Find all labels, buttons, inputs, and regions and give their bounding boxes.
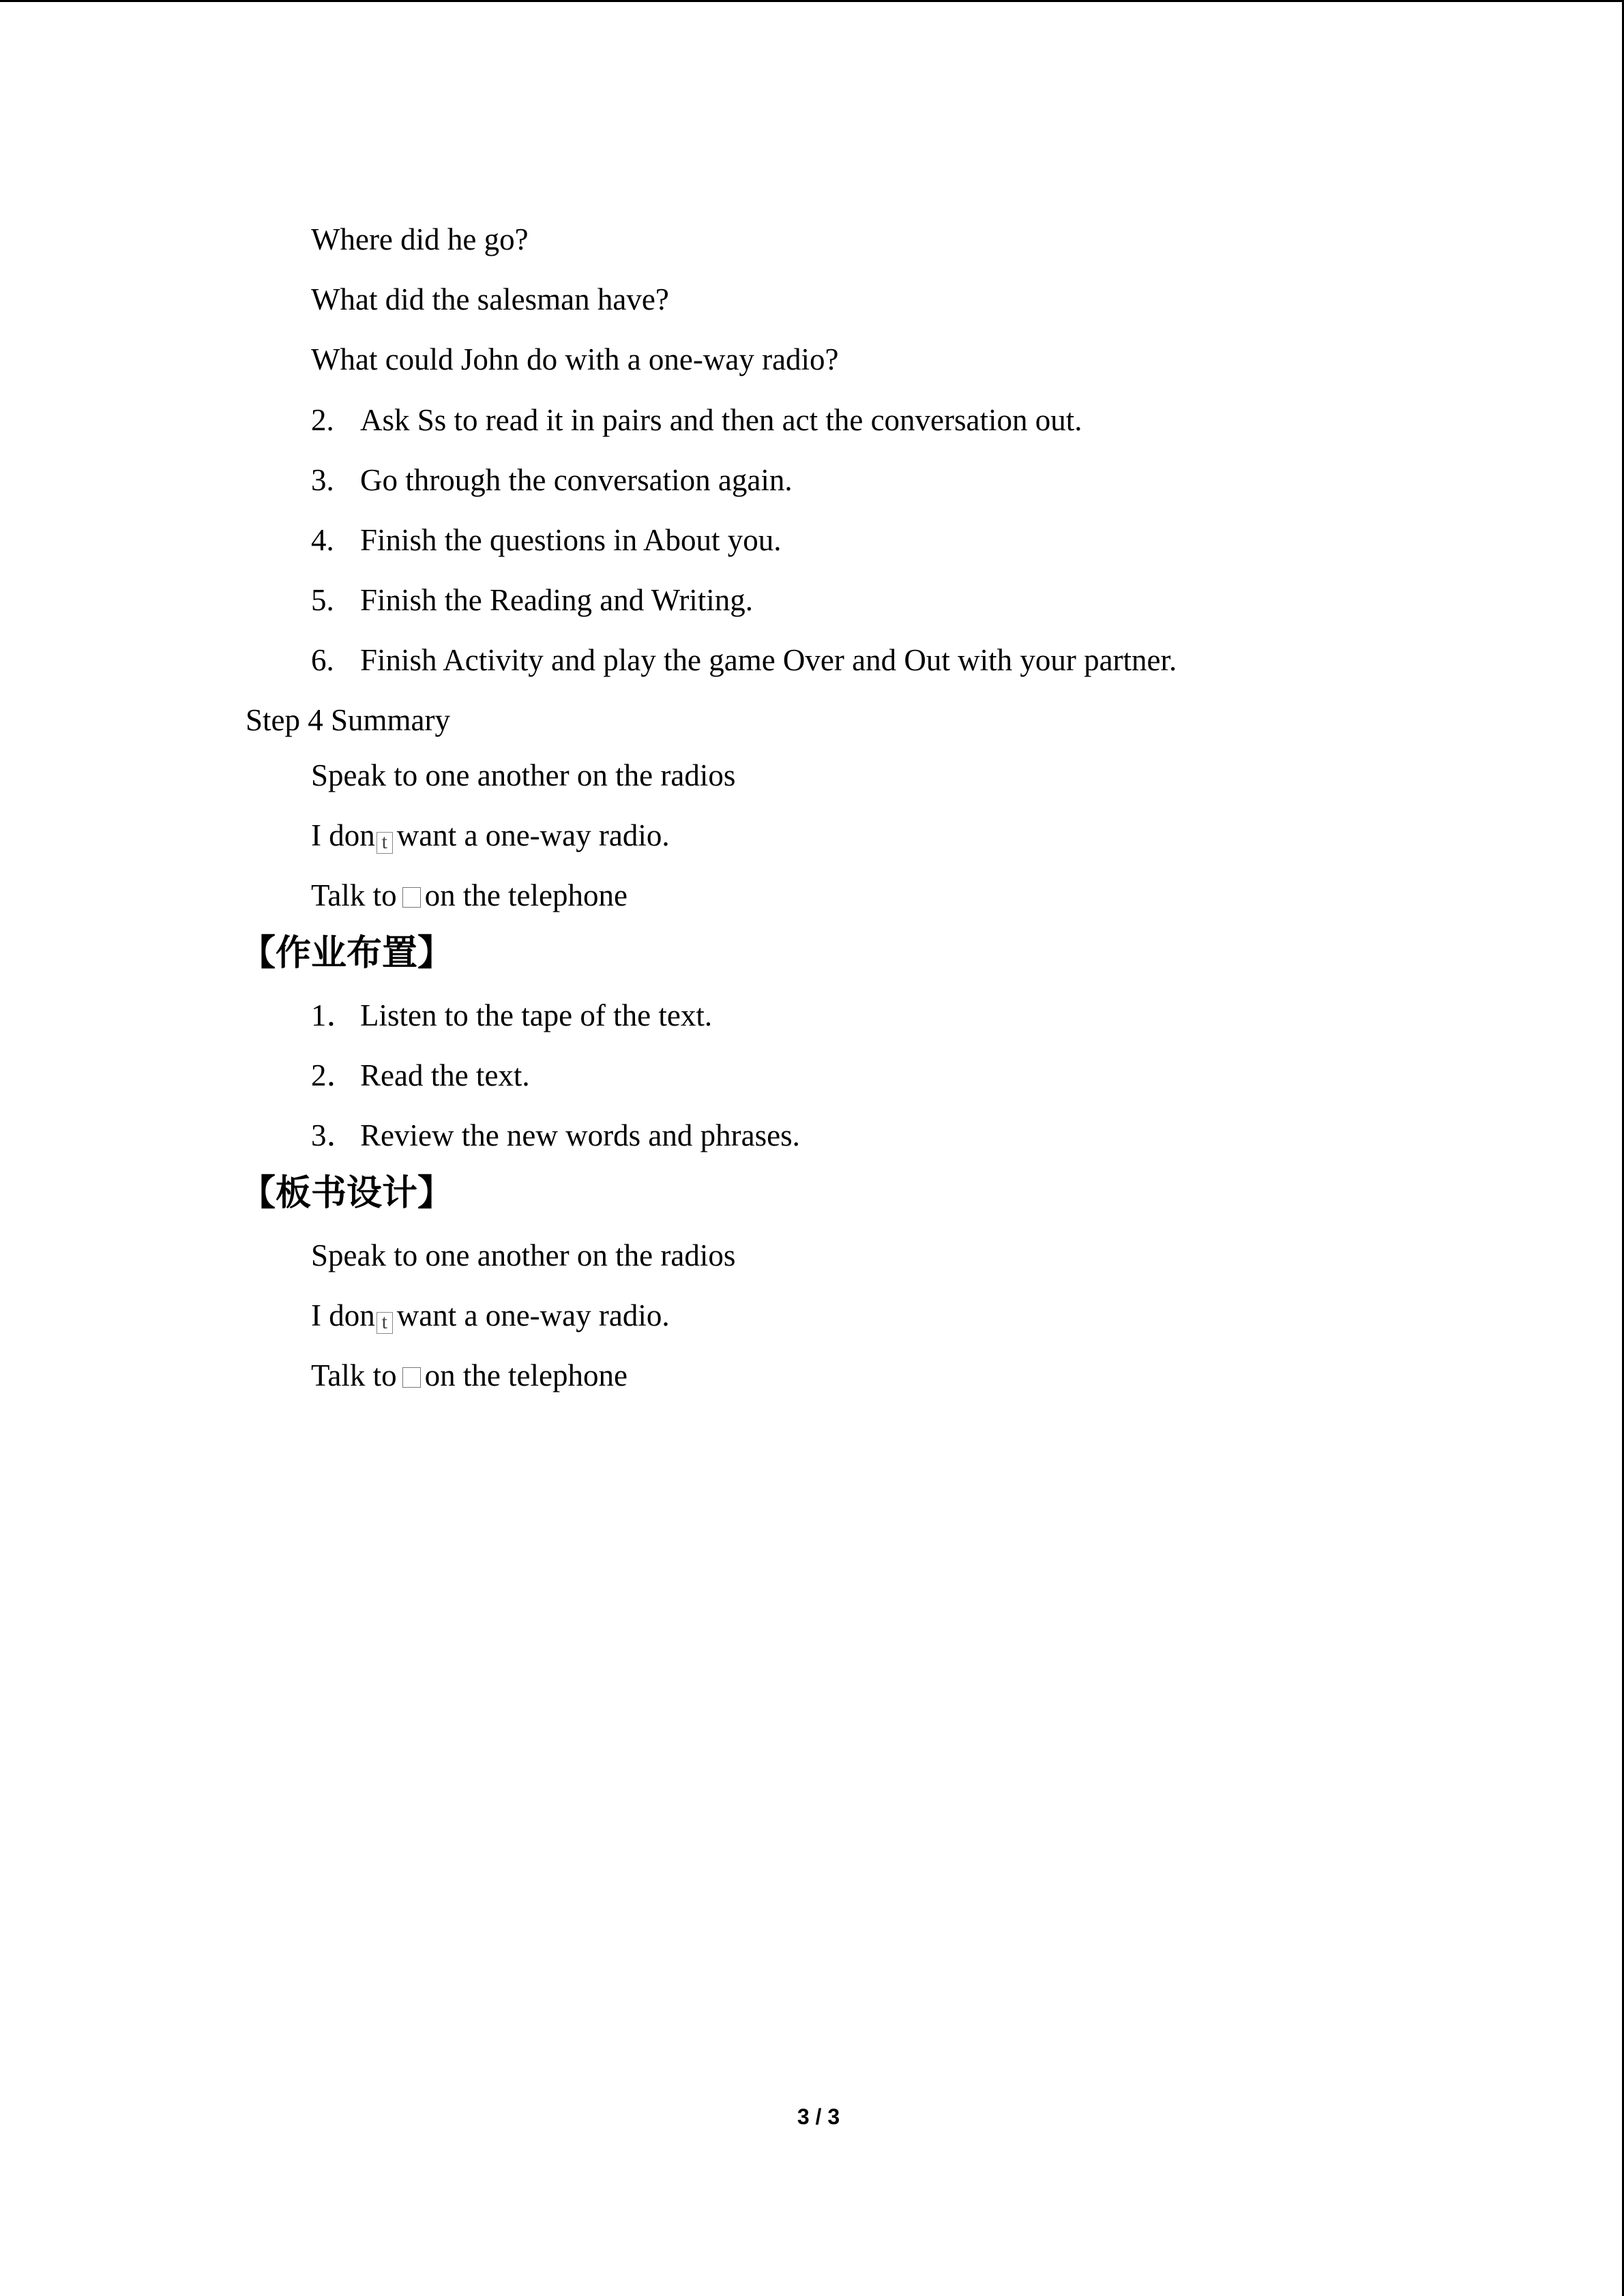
homework-item <box>311 1056 530 1094</box>
list-number: 3. <box>311 463 334 497</box>
question-line: What did the salesman have? <box>311 282 669 316</box>
board-line <box>311 1296 670 1335</box>
list-number: 2. <box>311 403 334 437</box>
text-fragment: on the telephone <box>424 878 628 912</box>
summary-line: Speak to one another on the radios <box>311 758 736 792</box>
summary-line <box>311 876 628 914</box>
list-number: 6. <box>311 643 334 677</box>
list-text: Ask Ss to read it in pairs and then act the conversation out. <box>360 403 1082 437</box>
list-text: Finish Activity and play the game Over and Out with your partner. <box>360 643 1177 677</box>
board-line <box>311 1356 628 1395</box>
board-design-heading: 【板书设计】 <box>240 1173 454 1214</box>
step-list-item <box>311 581 753 619</box>
list-text: Listen to the tape of the text. <box>360 998 713 1032</box>
question-line: What could John do with a one-way radio? <box>311 342 839 376</box>
text-fragment: on the telephone <box>424 1358 628 1392</box>
text-fragment: I don <box>311 818 375 852</box>
step4-title: Step 4 Summary <box>246 703 450 737</box>
list-text: Finish the Reading and Writing. <box>360 583 754 617</box>
list-number: 1． <box>311 998 357 1032</box>
list-number: 4. <box>311 523 334 557</box>
text-fragment: want a one-way radio. <box>396 1298 670 1332</box>
board-line: Speak to one another on the radios <box>311 1238 736 1272</box>
summary-line <box>311 816 670 854</box>
list-text: Finish the questions in About you. <box>360 523 782 557</box>
list-text: Read the text. <box>360 1058 530 1092</box>
missing-glyph-icon: t <box>377 1312 393 1334</box>
missing-glyph-icon: t <box>377 832 393 854</box>
text-fragment: want a one-way radio. <box>396 818 670 852</box>
missing-glyph-icon <box>402 887 421 908</box>
step-list-item <box>311 641 1177 679</box>
page-number: 3 / 3 <box>797 2104 840 2129</box>
text-fragment: Talk to <box>311 878 397 912</box>
list-number: 5. <box>311 583 334 617</box>
homework-item <box>311 996 712 1034</box>
step-list-item <box>311 401 1082 439</box>
homework-heading: 【作业布置】 <box>240 933 454 974</box>
list-number: 3． <box>311 1118 357 1152</box>
list-text: Review the new words and phrases. <box>360 1118 800 1152</box>
step-list-item <box>311 521 782 559</box>
missing-glyph-icon <box>402 1367 421 1388</box>
list-text: Go through the conversation again. <box>360 463 793 497</box>
question-line: Where did he go? <box>311 222 529 256</box>
text-fragment: Talk to <box>311 1358 397 1392</box>
list-number: 2． <box>311 1058 357 1092</box>
homework-item <box>311 1116 800 1154</box>
text-fragment: I don <box>311 1298 375 1332</box>
step-list-item <box>311 461 793 499</box>
